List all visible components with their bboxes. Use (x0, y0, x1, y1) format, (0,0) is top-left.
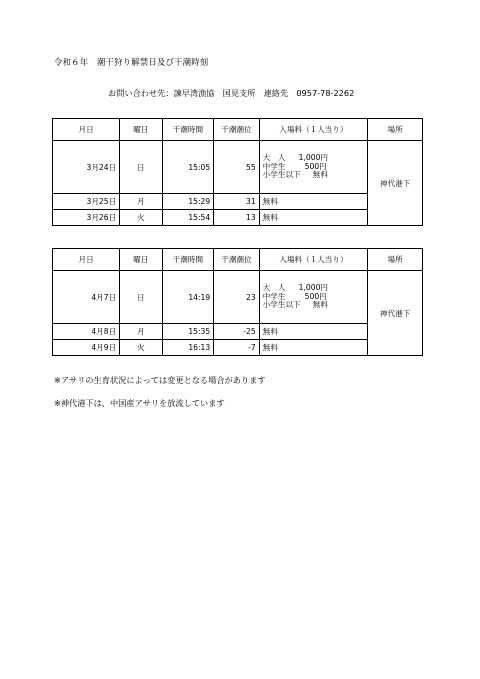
fee-adult-price: 1,000円 (298, 283, 329, 293)
table-row (53, 324, 423, 340)
header-date: 月日 (53, 249, 120, 271)
header-place: 場所 (368, 119, 423, 141)
cell-date: 3月26日 (53, 210, 120, 226)
cell-time: 15:54 (162, 210, 214, 226)
cell-place: 神代港下 (368, 141, 423, 226)
header-date: 月日 (53, 119, 120, 141)
cell-date: 4月7日 (53, 271, 120, 324)
cell-time: 15:35 (162, 324, 214, 340)
tide-table-march (52, 118, 423, 226)
cell-fee (259, 271, 368, 324)
header-place: 場所 (368, 249, 423, 271)
header-day: 曜日 (120, 119, 162, 141)
fee-child-price: 無料 (312, 300, 328, 310)
note-growth-condition: ※アサリの生育状況によっては変更となる場合があります (54, 375, 266, 385)
fee-middle-price: 500円 (304, 161, 327, 171)
header-time: 干潮時間 (162, 119, 214, 141)
fee-child-label: 小学生以下 (262, 300, 301, 310)
cell-date: 3月25日 (53, 194, 120, 210)
tide-table-april (52, 248, 423, 356)
cell-level: -7 (214, 340, 259, 356)
cell-level: 13 (214, 210, 259, 226)
table-header-row (53, 249, 423, 271)
cell-place: 神代港下 (368, 271, 423, 356)
header-fee: 入場料（１人当り） (259, 249, 368, 271)
cell-day: 火 (120, 340, 162, 356)
cell-day: 月 (120, 194, 162, 210)
note-release-info: ※神代港下は、中国産アサリを放流しています (54, 398, 225, 408)
cell-day: 日 (120, 141, 162, 194)
cell-date: 3月24日 (53, 141, 120, 194)
header-time: 干潮時間 (162, 249, 214, 271)
cell-fee: 無料 (259, 324, 368, 340)
fee-adult-price: 1,000円 (298, 153, 329, 163)
table-row (53, 210, 423, 226)
header-level: 干潮潮位 (214, 249, 259, 271)
fee-middle-price: 500円 (304, 291, 327, 301)
table-row (53, 340, 423, 356)
cell-level: 55 (214, 141, 259, 194)
cell-level: 23 (214, 271, 259, 324)
fee-adult-label: 大 人 (262, 153, 286, 163)
table-row (53, 141, 423, 194)
cell-date: 4月8日 (53, 324, 120, 340)
cell-fee: 無料 (259, 194, 368, 210)
fee-child-price: 無料 (312, 170, 328, 180)
cell-date: 4月9日 (53, 340, 120, 356)
table-row (53, 194, 423, 210)
cell-day: 月 (120, 324, 162, 340)
contact-info: お問い合わせ先：諫早湾漁協 国見支所 連絡先 0957-78-2262 (108, 88, 355, 98)
cell-fee: 無料 (259, 340, 368, 356)
cell-day: 日 (120, 271, 162, 324)
cell-level: -25 (214, 324, 259, 340)
table-header-row (53, 119, 423, 141)
cell-time: 14:19 (162, 271, 214, 324)
header-day: 曜日 (120, 249, 162, 271)
fee-middle-label: 中学生 (262, 161, 286, 171)
cell-day: 火 (120, 210, 162, 226)
table-row (53, 271, 423, 324)
header-level: 干潮潮位 (214, 119, 259, 141)
cell-time: 15:05 (162, 141, 214, 194)
fee-middle-label: 中学生 (262, 291, 286, 301)
cell-fee: 無料 (259, 210, 368, 226)
cell-time: 15:29 (162, 194, 214, 210)
cell-time: 16:13 (162, 340, 214, 356)
header-fee: 入場料（１人当り） (259, 119, 368, 141)
cell-level: 31 (214, 194, 259, 210)
fee-child-label: 小学生以下 (262, 170, 301, 180)
cell-fee (259, 141, 368, 194)
fee-adult-label: 大 人 (262, 283, 286, 293)
document-title: 令和６年 潮干狩り解禁日及び干潮時刻 (54, 57, 209, 67)
